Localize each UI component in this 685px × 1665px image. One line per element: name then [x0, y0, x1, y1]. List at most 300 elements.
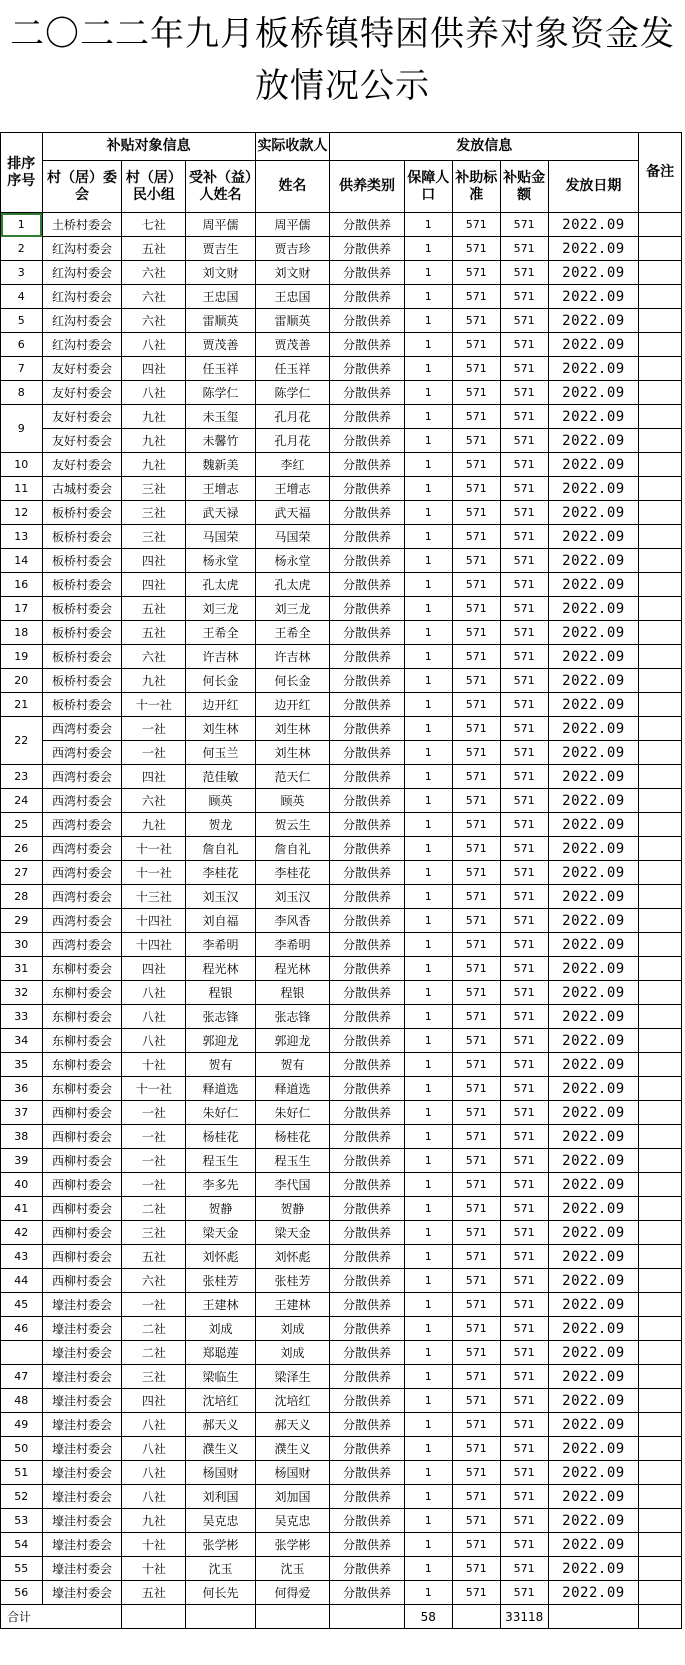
- amount-cell: 571: [500, 1413, 548, 1437]
- type-cell: 分散供养: [330, 1413, 405, 1437]
- row-seq-cell: 37: [1, 1101, 43, 1125]
- village-cell: 板桥村委会: [42, 549, 122, 573]
- team-cell: 三社: [122, 477, 186, 501]
- remark-cell: [639, 549, 682, 573]
- remark-cell: [639, 357, 682, 381]
- row-seq-cell: 12: [1, 501, 43, 525]
- village-cell: 西柳村委会: [42, 1101, 122, 1125]
- type-cell: 分散供养: [330, 621, 405, 645]
- standard-cell: 571: [452, 309, 500, 333]
- standard-cell: 571: [452, 717, 500, 741]
- standard-cell: 571: [452, 1269, 500, 1293]
- people-cell: 1: [404, 813, 452, 837]
- amount-cell: 571: [500, 453, 548, 477]
- amount-cell: 571: [500, 1557, 548, 1581]
- beneficiary-cell: 边开红: [186, 693, 255, 717]
- payee-cell: 贾吉珍: [255, 237, 330, 261]
- payee-cell: 顾英: [255, 789, 330, 813]
- village-cell: 壕洼村委会: [42, 1485, 122, 1509]
- payee-cell: 何长金: [255, 669, 330, 693]
- row-seq-cell: 51: [1, 1461, 43, 1485]
- row-seq-cell: 43: [1, 1245, 43, 1269]
- payee-cell: 贾茂善: [255, 333, 330, 357]
- date-cell: 2022.09: [548, 1365, 639, 1389]
- type-cell: 分散供养: [330, 1461, 405, 1485]
- beneficiary-cell: 贾吉生: [186, 237, 255, 261]
- village-cell: 红沟村委会: [42, 261, 122, 285]
- team-cell: 八社: [122, 1485, 186, 1509]
- payee-cell: 马国荣: [255, 525, 330, 549]
- people-cell: 1: [404, 1269, 452, 1293]
- standard-cell: 571: [452, 837, 500, 861]
- row-seq-cell: 25: [1, 813, 43, 837]
- team-cell: 一社: [122, 1173, 186, 1197]
- village-cell: 壕洼村委会: [42, 1533, 122, 1557]
- table-row: [1, 477, 682, 501]
- table-row: [1, 1125, 682, 1149]
- table-row: [1, 429, 682, 453]
- amount-cell: 571: [500, 765, 548, 789]
- people-cell: 1: [404, 573, 452, 597]
- remark-cell: [639, 789, 682, 813]
- row-seq-cell: 28: [1, 885, 43, 909]
- beneficiary-cell: 杨桂花: [186, 1125, 255, 1149]
- team-cell: 一社: [122, 1149, 186, 1173]
- team-cell: 一社: [122, 1293, 186, 1317]
- table-row: [1, 669, 682, 693]
- amount-cell: 571: [500, 1317, 548, 1341]
- people-cell: 1: [404, 1005, 452, 1029]
- amount-cell: 571: [500, 981, 548, 1005]
- payee-cell: 许吉林: [255, 645, 330, 669]
- date-cell: 2022.09: [548, 1485, 639, 1509]
- team-cell: 五社: [122, 237, 186, 261]
- header-beneficiary: 受补（益）人姓名: [186, 161, 255, 213]
- table-row: [1, 933, 682, 957]
- payee-cell: 周平儒: [255, 213, 330, 237]
- beneficiary-cell: 何长先: [186, 1581, 255, 1605]
- date-cell: 2022.09: [548, 981, 639, 1005]
- date-cell: 2022.09: [548, 549, 639, 573]
- village-cell: 西湾村委会: [42, 741, 122, 765]
- date-cell: 2022.09: [548, 933, 639, 957]
- date-cell: 2022.09: [548, 1533, 639, 1557]
- beneficiary-cell: 刘文财: [186, 261, 255, 285]
- row-seq-cell: 8: [1, 381, 43, 405]
- date-cell: 2022.09: [548, 357, 639, 381]
- total-empty-cell: [122, 1605, 186, 1629]
- amount-cell: 571: [500, 1365, 548, 1389]
- remark-cell: [639, 741, 682, 765]
- payee-cell: 濮生义: [255, 1437, 330, 1461]
- payee-cell: 李代国: [255, 1173, 330, 1197]
- payee-cell: 郝天义: [255, 1413, 330, 1437]
- team-cell: 五社: [122, 597, 186, 621]
- row-seq-cell: 14: [1, 549, 43, 573]
- team-cell: 九社: [122, 1509, 186, 1533]
- people-cell: 1: [404, 333, 452, 357]
- standard-cell: 571: [452, 1101, 500, 1125]
- team-cell: 三社: [122, 1365, 186, 1389]
- table-row: [1, 213, 682, 237]
- beneficiary-cell: 程光林: [186, 957, 255, 981]
- team-cell: 二社: [122, 1197, 186, 1221]
- header-people: 保障人口: [404, 161, 452, 213]
- row-seq-cell: 26: [1, 837, 43, 861]
- beneficiary-cell: 郑聪莲: [186, 1341, 255, 1365]
- people-cell: 1: [404, 741, 452, 765]
- remark-cell: [639, 1197, 682, 1221]
- beneficiary-cell: 程玉生: [186, 1149, 255, 1173]
- beneficiary-cell: 贾茂善: [186, 333, 255, 357]
- type-cell: 分散供养: [330, 309, 405, 333]
- standard-cell: 571: [452, 573, 500, 597]
- header-village: 村（居）委会: [42, 161, 122, 213]
- amount-cell: 571: [500, 285, 548, 309]
- remark-cell: [639, 1341, 682, 1365]
- village-cell: 壕洼村委会: [42, 1581, 122, 1605]
- table-row: [1, 1413, 682, 1437]
- payee-cell: 李希明: [255, 933, 330, 957]
- date-cell: 2022.09: [548, 1293, 639, 1317]
- remark-cell: [639, 381, 682, 405]
- village-cell: 友好村委会: [42, 405, 122, 429]
- table-row: [1, 285, 682, 309]
- total-amount: 33118: [500, 1605, 548, 1629]
- row-seq-cell: 42: [1, 1221, 43, 1245]
- row-seq-cell: 22: [1, 717, 43, 765]
- remark-cell: [639, 285, 682, 309]
- people-cell: 1: [404, 237, 452, 261]
- date-cell: 2022.09: [548, 477, 639, 501]
- team-cell: 十三社: [122, 885, 186, 909]
- remark-cell: [639, 837, 682, 861]
- people-cell: 1: [404, 789, 452, 813]
- row-seq-cell: 40: [1, 1173, 43, 1197]
- people-cell: 1: [404, 933, 452, 957]
- row-seq-cell: 52: [1, 1485, 43, 1509]
- table-row: [1, 1293, 682, 1317]
- standard-cell: 571: [452, 357, 500, 381]
- table-row: [1, 813, 682, 837]
- team-cell: 三社: [122, 1221, 186, 1245]
- beneficiary-cell: 未玉玺: [186, 405, 255, 429]
- remark-cell: [639, 1413, 682, 1437]
- amount-cell: 571: [500, 789, 548, 813]
- payee-cell: 孔月花: [255, 405, 330, 429]
- standard-cell: 571: [452, 1365, 500, 1389]
- date-cell: 2022.09: [548, 453, 639, 477]
- people-cell: 1: [404, 885, 452, 909]
- type-cell: 分散供养: [330, 1269, 405, 1293]
- table-row: [1, 1557, 682, 1581]
- payee-cell: 何得爱: [255, 1581, 330, 1605]
- beneficiary-cell: 刘玉汉: [186, 885, 255, 909]
- people-cell: 1: [404, 429, 452, 453]
- people-cell: 1: [404, 1149, 452, 1173]
- page-title: 二〇二二年九月板桥镇特困供养对象资金发放情况公示: [10, 14, 675, 106]
- row-seq-cell: 16: [1, 573, 43, 597]
- amount-cell: 571: [500, 645, 548, 669]
- people-cell: 1: [404, 309, 452, 333]
- type-cell: 分散供养: [330, 861, 405, 885]
- amount-cell: 571: [500, 741, 548, 765]
- team-cell: 八社: [122, 1413, 186, 1437]
- team-cell: 一社: [122, 1125, 186, 1149]
- table-row: [1, 717, 682, 741]
- beneficiary-cell: 王增志: [186, 477, 255, 501]
- remark-cell: [639, 1245, 682, 1269]
- people-cell: 1: [404, 1461, 452, 1485]
- table-row: [1, 525, 682, 549]
- row-seq-cell: 32: [1, 981, 43, 1005]
- remark-cell: [639, 1053, 682, 1077]
- beneficiary-cell: 杨永堂: [186, 549, 255, 573]
- date-cell: 2022.09: [548, 1245, 639, 1269]
- standard-cell: 571: [452, 381, 500, 405]
- header-issue-info: 发放信息: [330, 133, 639, 161]
- row-seq-cell: 6: [1, 333, 43, 357]
- header-team: 村（居）民小组: [122, 161, 186, 213]
- amount-cell: 571: [500, 1509, 548, 1533]
- people-cell: 1: [404, 981, 452, 1005]
- date-cell: 2022.09: [548, 573, 639, 597]
- team-cell: 八社: [122, 1005, 186, 1029]
- remark-cell: [639, 1389, 682, 1413]
- team-cell: 四社: [122, 1389, 186, 1413]
- standard-cell: 571: [452, 1221, 500, 1245]
- row-seq-cell: 7: [1, 357, 43, 381]
- amount-cell: 571: [500, 957, 548, 981]
- team-cell: 六社: [122, 285, 186, 309]
- standard-cell: 571: [452, 1173, 500, 1197]
- payee-cell: 杨永堂: [255, 549, 330, 573]
- payee-cell: 雷顺英: [255, 309, 330, 333]
- amount-cell: 571: [500, 813, 548, 837]
- date-cell: 2022.09: [548, 597, 639, 621]
- table-row: [1, 333, 682, 357]
- table-row: [1, 1149, 682, 1173]
- people-cell: 1: [404, 1413, 452, 1437]
- amount-cell: 571: [500, 1389, 548, 1413]
- table-row: [1, 741, 682, 765]
- team-cell: 九社: [122, 813, 186, 837]
- payee-cell: 詹自礼: [255, 837, 330, 861]
- village-cell: 土桥村委会: [42, 213, 122, 237]
- header-seq: 排序序号: [1, 133, 43, 213]
- standard-cell: 571: [452, 741, 500, 765]
- beneficiary-cell: 范佳敏: [186, 765, 255, 789]
- beneficiary-cell: 贺龙: [186, 813, 255, 837]
- table-row: [1, 405, 682, 429]
- remark-cell: [639, 1581, 682, 1605]
- remark-cell: [639, 1509, 682, 1533]
- payee-cell: 刘成: [255, 1341, 330, 1365]
- people-cell: 1: [404, 1557, 452, 1581]
- header-date: 发放日期: [548, 161, 639, 213]
- type-cell: 分散供养: [330, 1341, 405, 1365]
- village-cell: 东柳村委会: [42, 981, 122, 1005]
- people-cell: 1: [404, 525, 452, 549]
- beneficiary-cell: 沈玉: [186, 1557, 255, 1581]
- village-cell: 西柳村委会: [42, 1173, 122, 1197]
- header-remark: 备注: [639, 133, 682, 213]
- payee-cell: 王希全: [255, 621, 330, 645]
- date-cell: 2022.09: [548, 1149, 639, 1173]
- beneficiary-cell: 吴克忠: [186, 1509, 255, 1533]
- payee-cell: 范天仁: [255, 765, 330, 789]
- type-cell: 分散供养: [330, 1437, 405, 1461]
- amount-cell: 571: [500, 405, 548, 429]
- people-cell: 1: [404, 837, 452, 861]
- beneficiary-cell: 詹自礼: [186, 837, 255, 861]
- date-cell: 2022.09: [548, 1389, 639, 1413]
- beneficiary-cell: 程银: [186, 981, 255, 1005]
- people-cell: 1: [404, 1221, 452, 1245]
- team-cell: 六社: [122, 309, 186, 333]
- amount-cell: 571: [500, 213, 548, 237]
- date-cell: 2022.09: [548, 861, 639, 885]
- standard-cell: 571: [452, 1149, 500, 1173]
- village-cell: 西湾村委会: [42, 861, 122, 885]
- table-row: [1, 1269, 682, 1293]
- date-cell: 2022.09: [548, 1461, 639, 1485]
- row-seq-cell: 20: [1, 669, 43, 693]
- row-seq-cell: 2: [1, 237, 43, 261]
- total-empty-cell: [255, 1605, 330, 1629]
- payee-cell: 李桂花: [255, 861, 330, 885]
- people-cell: 1: [404, 1053, 452, 1077]
- remark-cell: [639, 957, 682, 981]
- standard-cell: 571: [452, 621, 500, 645]
- village-cell: 西湾村委会: [42, 789, 122, 813]
- people-cell: 1: [404, 1029, 452, 1053]
- table-row: [1, 1581, 682, 1605]
- remark-cell: [639, 1365, 682, 1389]
- payee-cell: 刘成: [255, 1317, 330, 1341]
- team-cell: 四社: [122, 549, 186, 573]
- amount-cell: 571: [500, 693, 548, 717]
- village-cell: 红沟村委会: [42, 285, 122, 309]
- header-actual-payee: 实际收款人: [255, 133, 330, 161]
- table-row: [1, 765, 682, 789]
- amount-cell: 571: [500, 933, 548, 957]
- village-cell: 西柳村委会: [42, 1125, 122, 1149]
- people-cell: 1: [404, 1533, 452, 1557]
- team-cell: 八社: [122, 1437, 186, 1461]
- type-cell: 分散供养: [330, 1221, 405, 1245]
- remark-cell: [639, 813, 682, 837]
- payee-cell: 李风香: [255, 909, 330, 933]
- total-empty-cell: [639, 1605, 682, 1629]
- payee-cell: 张学彬: [255, 1533, 330, 1557]
- standard-cell: 571: [452, 333, 500, 357]
- beneficiary-cell: 武天禄: [186, 501, 255, 525]
- row-seq-cell: 5: [1, 309, 43, 333]
- village-cell: 西湾村委会: [42, 885, 122, 909]
- village-cell: 板桥村委会: [42, 669, 122, 693]
- standard-cell: 571: [452, 885, 500, 909]
- beneficiary-cell: 马国荣: [186, 525, 255, 549]
- amount-cell: 571: [500, 477, 548, 501]
- standard-cell: 571: [452, 1317, 500, 1341]
- village-cell: 西柳村委会: [42, 1149, 122, 1173]
- payee-cell: 郭迎龙: [255, 1029, 330, 1053]
- amount-cell: 571: [500, 1533, 548, 1557]
- type-cell: 分散供养: [330, 501, 405, 525]
- remark-cell: [639, 717, 682, 741]
- beneficiary-cell: 贺静: [186, 1197, 255, 1221]
- village-cell: 板桥村委会: [42, 573, 122, 597]
- standard-cell: 571: [452, 501, 500, 525]
- village-cell: 西柳村委会: [42, 1197, 122, 1221]
- date-cell: 2022.09: [548, 1125, 639, 1149]
- standard-cell: 571: [452, 405, 500, 429]
- standard-cell: 571: [452, 1197, 500, 1221]
- date-cell: 2022.09: [548, 501, 639, 525]
- remark-cell: [639, 1029, 682, 1053]
- date-cell: 2022.09: [548, 765, 639, 789]
- beneficiary-cell: 刘自福: [186, 909, 255, 933]
- village-cell: 壕洼村委会: [42, 1365, 122, 1389]
- row-seq-cell: 24: [1, 789, 43, 813]
- beneficiary-cell: 何长金: [186, 669, 255, 693]
- payee-cell: 任玉祥: [255, 357, 330, 381]
- table-row: [1, 621, 682, 645]
- amount-cell: 571: [500, 1005, 548, 1029]
- people-cell: 1: [404, 645, 452, 669]
- village-cell: 壕洼村委会: [42, 1341, 122, 1365]
- date-cell: 2022.09: [548, 1557, 639, 1581]
- team-cell: 二社: [122, 1317, 186, 1341]
- amount-cell: 571: [500, 1149, 548, 1173]
- type-cell: 分散供养: [330, 597, 405, 621]
- amount-cell: 571: [500, 573, 548, 597]
- beneficiary-cell: 释道选: [186, 1077, 255, 1101]
- people-cell: 1: [404, 501, 452, 525]
- table-row: [1, 861, 682, 885]
- remark-cell: [639, 1269, 682, 1293]
- people-cell: 1: [404, 261, 452, 285]
- team-cell: 二社: [122, 1341, 186, 1365]
- row-seq-cell: 50: [1, 1437, 43, 1461]
- beneficiary-cell: 梁临生: [186, 1365, 255, 1389]
- team-cell: 九社: [122, 405, 186, 429]
- amount-cell: 571: [500, 309, 548, 333]
- date-cell: 2022.09: [548, 1413, 639, 1437]
- remark-cell: [639, 885, 682, 909]
- table-row: [1, 573, 682, 597]
- remark-cell: [639, 1173, 682, 1197]
- payee-cell: 武天福: [255, 501, 330, 525]
- village-cell: 东柳村委会: [42, 1053, 122, 1077]
- type-cell: 分散供养: [330, 1365, 405, 1389]
- village-cell: 西湾村委会: [42, 837, 122, 861]
- beneficiary-cell: 任玉祥: [186, 357, 255, 381]
- remark-cell: [639, 525, 682, 549]
- type-cell: 分散供养: [330, 693, 405, 717]
- date-cell: 2022.09: [548, 381, 639, 405]
- amount-cell: 571: [500, 429, 548, 453]
- team-cell: 四社: [122, 573, 186, 597]
- people-cell: 1: [404, 285, 452, 309]
- team-cell: 五社: [122, 621, 186, 645]
- amount-cell: 571: [500, 621, 548, 645]
- amount-cell: 571: [500, 1485, 548, 1509]
- date-cell: 2022.09: [548, 261, 639, 285]
- type-cell: 分散供养: [330, 1317, 405, 1341]
- payee-cell: 贺云生: [255, 813, 330, 837]
